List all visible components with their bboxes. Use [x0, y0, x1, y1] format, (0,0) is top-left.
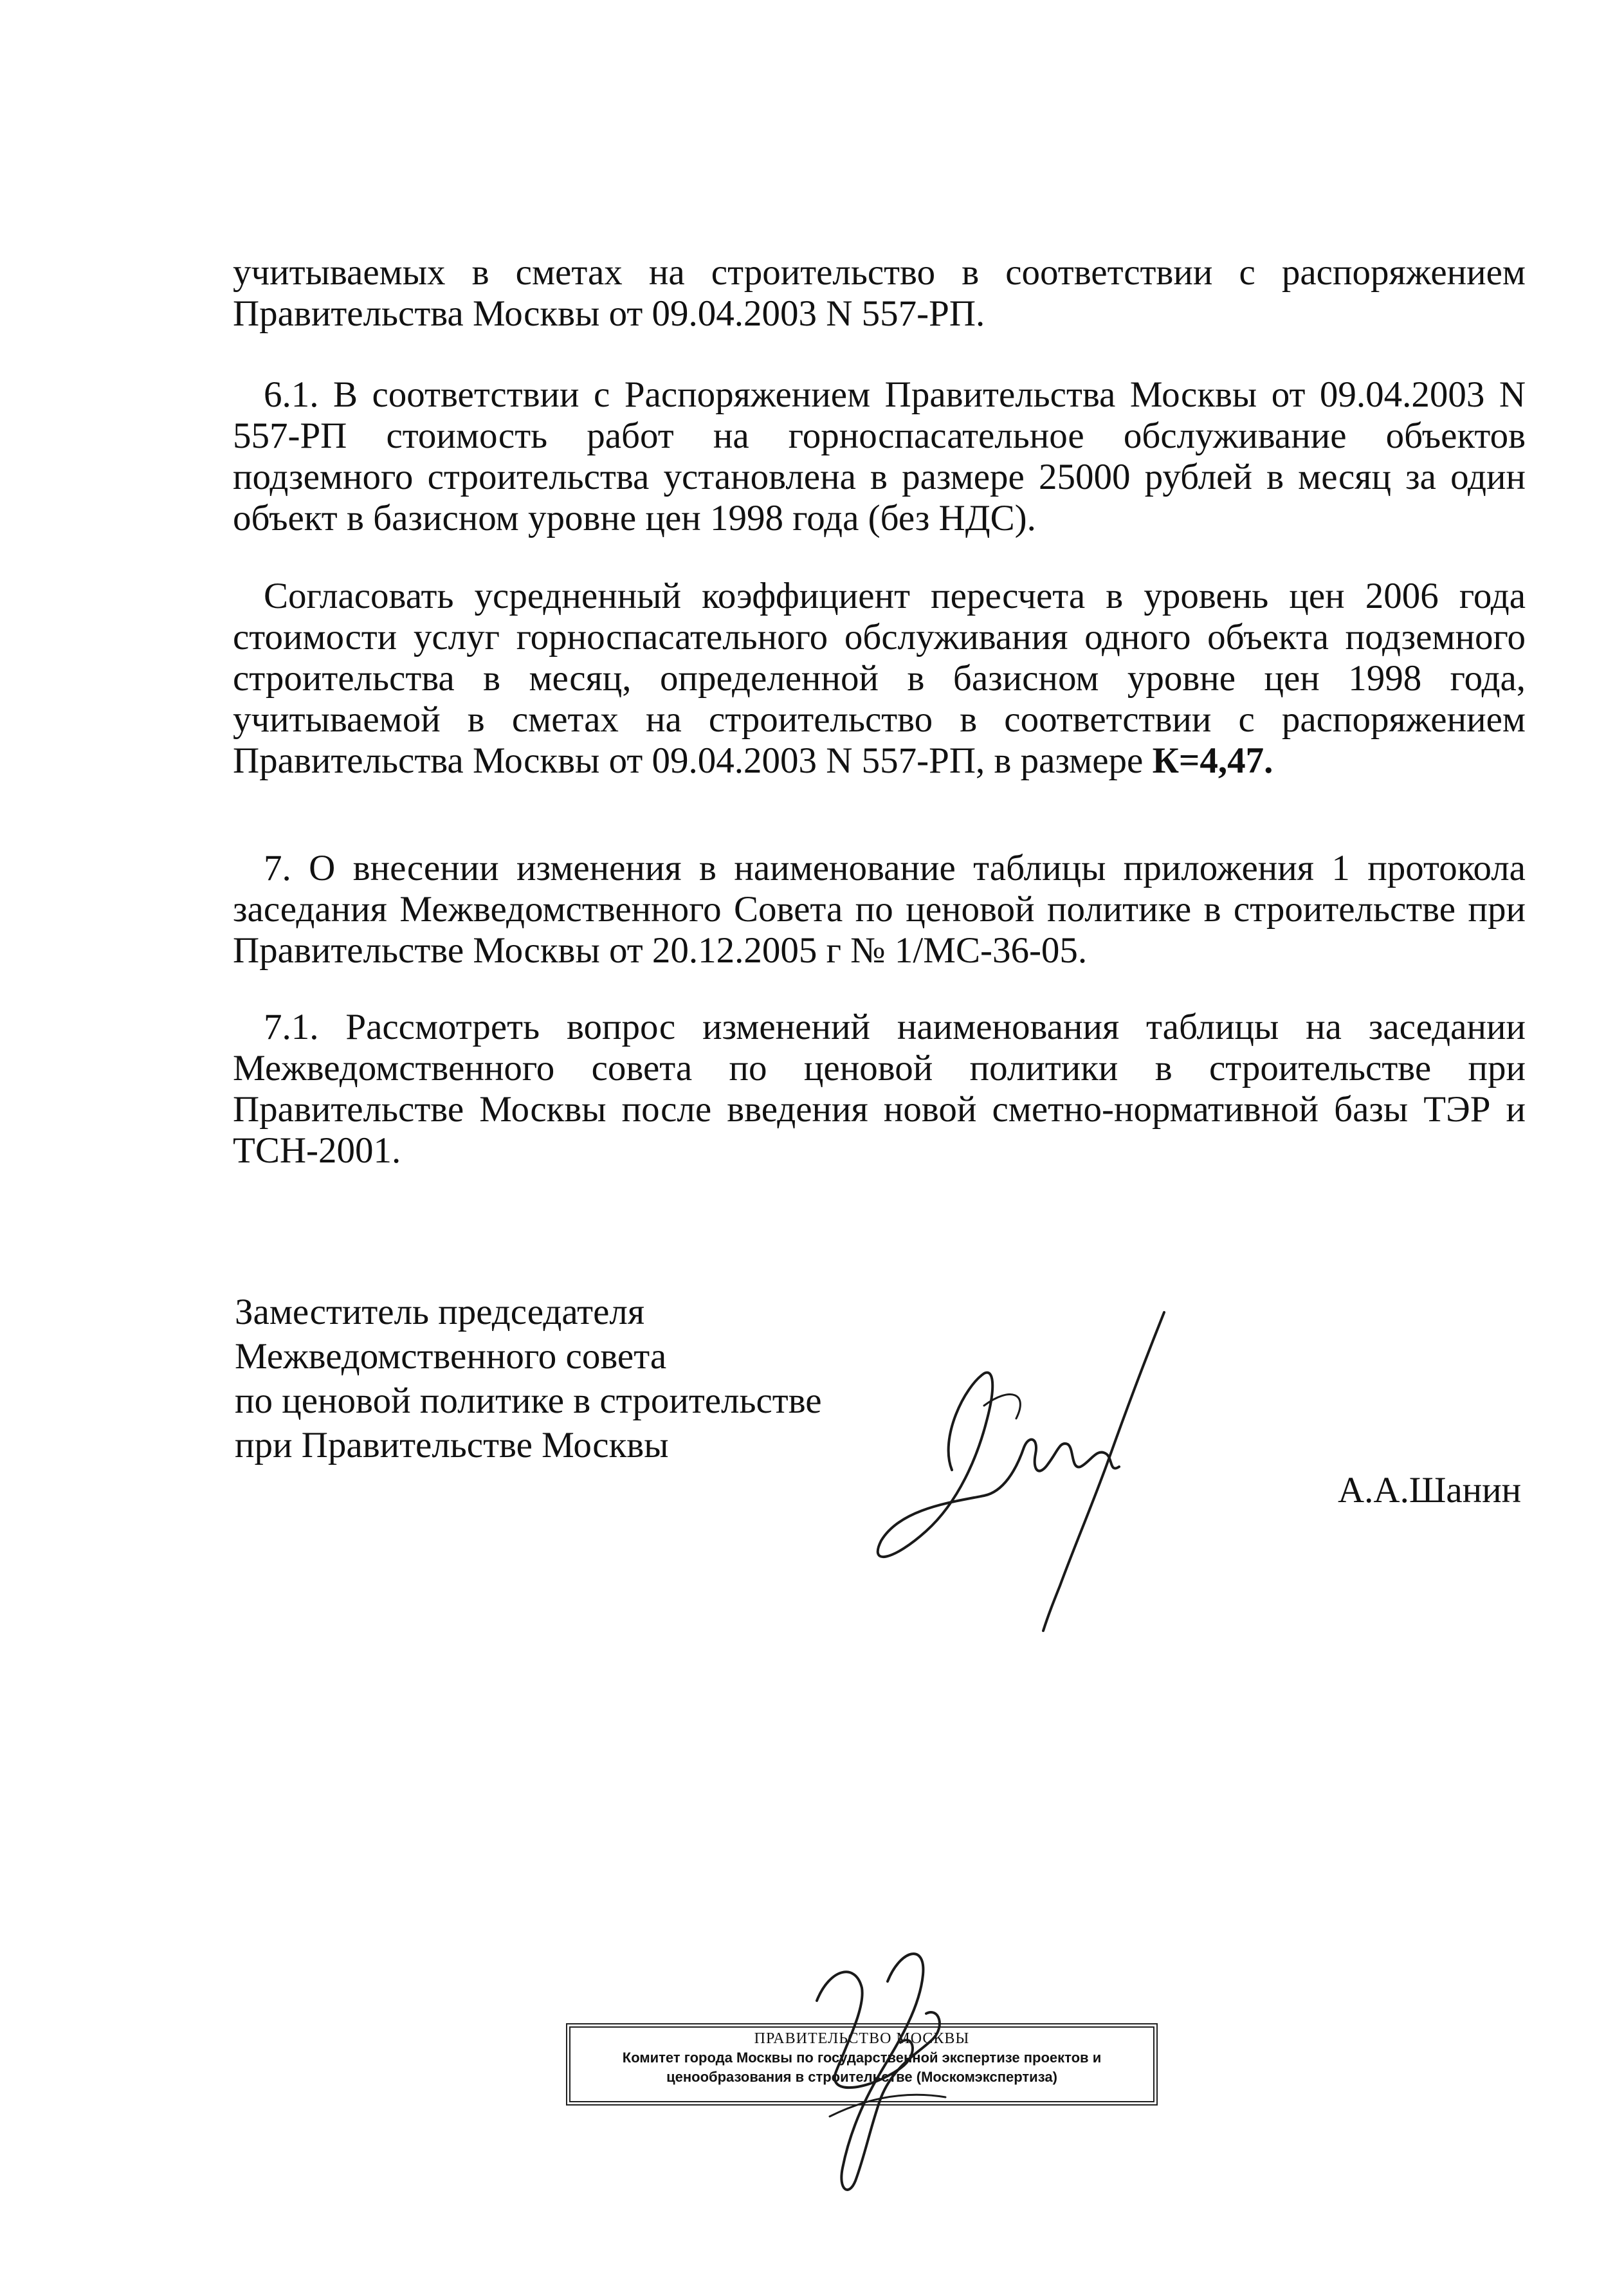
handwritten-signature: [855, 1309, 1216, 1644]
stamp-line-committee-cont: ценообразования в строительстве (Москомэкспертиза): [666, 2069, 1057, 2085]
signatory-name: А.А.Шанин: [1338, 1470, 1522, 1510]
paragraph-7: 7. О внесении изменения в наименование таблицы приложения 1 протокола заседания Межведомственного Совета по ценовой политике в строительстве при Правительстве Москвы от 20.12.2005 г № 1/МС-36-05.: [233, 848, 1526, 971]
stamp-line-government: ПРАВИТЕЛЬСТВО МОСКВЫ: [754, 2030, 970, 2047]
stamp-signature: [753, 1930, 997, 2200]
signatory-title-line: по ценовой политике в строительстве: [235, 1381, 822, 1421]
signatory-title-line: Межведомственного совета: [235, 1336, 667, 1377]
signatory-title-line: при Правительстве Москвы: [235, 1425, 669, 1465]
coefficient-agreement-text: Согласовать усредненный коэффициент пересчета в уровень цен 2006 года стоимости услуг горноспасательного обслуживания одного объекта подземного строительства в месяц, определенной в базисном уровне цен 1998 года, учитываемой в сметах на строительство в соответствии с распоряжением Правительства Москвы от 09.04.2003 N 557-РП, в размере: [233, 576, 1526, 781]
signatory-title-line: Заместитель председателя: [235, 1292, 645, 1332]
stamp-line-committee: Комитет города Москвы по государственной экспертизе проектов и: [622, 2050, 1102, 2066]
paragraph-6-1: 6.1. В соответствии с Распоряжением Правительства Москвы от 09.04.2003 N 557-РП стоимость работ на горноспасательное обслуживание объектов подземного строительства установлена в размере 25000 рублей в месяц за один объект в базисном уровне цен 1998 года (без НДС).: [233, 374, 1526, 538]
paragraph-continuation: учитываемых в сметах на строительство в соответствии с распоряжением Правительства Москвы от 09.04.2003 N 557-РП.: [233, 252, 1526, 334]
paragraph-7-1: 7.1. Рассмотреть вопрос изменений наименования таблицы на заседании Межведомственного совета по ценовой политики в строительстве при Правительстве Москвы после введения новой сметно-нормативной базы ТЭР и ТСН-2001.: [233, 1007, 1526, 1171]
signatory-title: [235, 1290, 878, 1467]
coefficient-value: К=4,47.: [1152, 740, 1273, 781]
paragraph-coefficient-agreement: [233, 576, 1526, 782]
